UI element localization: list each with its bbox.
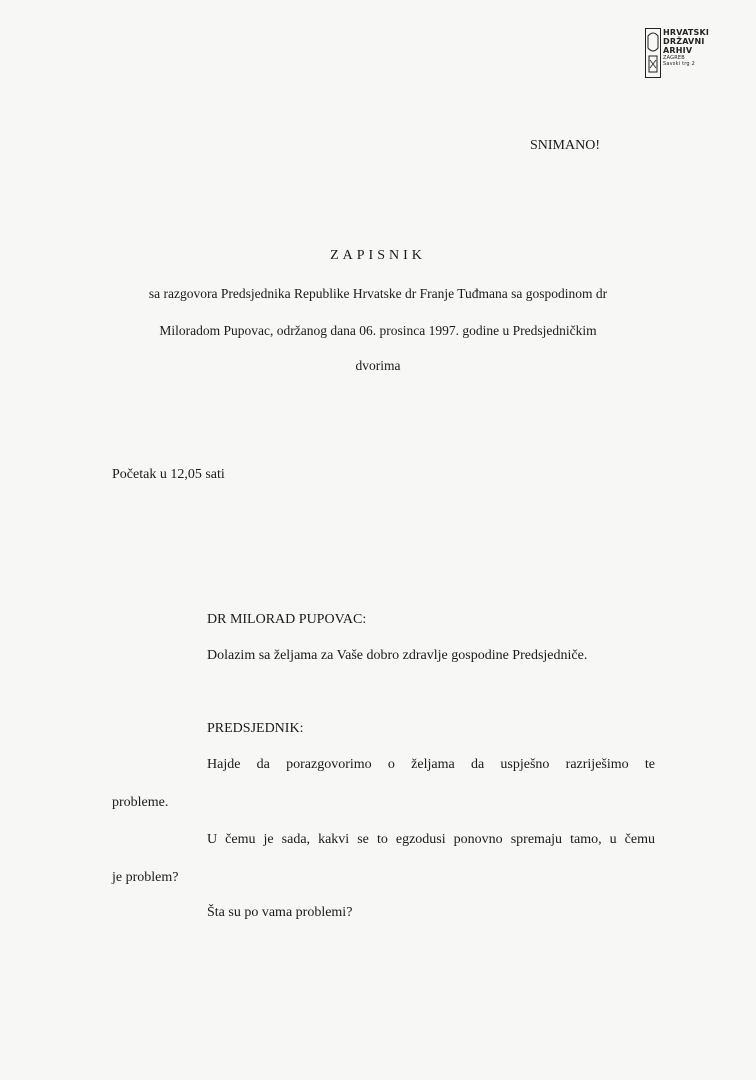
archive-stamp bbox=[645, 28, 710, 82]
subtitle-line-1: sa razgovora Predsjednika Republike Hrvatske dr Franje Tuđmana sa gospodinom dr bbox=[148, 286, 608, 301]
subtitle-line-2: Miloradom Pupovac, održanog dana 06. prosinca 1997. godine u Predsjedničkim bbox=[159, 323, 597, 338]
stamp-line-3: ARHIV bbox=[663, 46, 693, 55]
speech-line: Dolazim sa željama za Vaše dobro zdravlje gospodine Predsjedniče. bbox=[207, 648, 588, 663]
subtitle-line-3: dvorima bbox=[355, 358, 401, 373]
speech-line: U čemu je sada, kakvi se to egzodusi ponovno spremaju tamo, u čemu bbox=[207, 832, 655, 847]
document-title: ZAPISNIK bbox=[330, 248, 426, 263]
start-time: Početak u 12,05 sati bbox=[112, 467, 225, 482]
stamp-line-4: ZAGREB bbox=[663, 55, 685, 61]
archive-stamp-text bbox=[663, 28, 709, 67]
stamp-line-2: DRŽAVNI bbox=[663, 37, 705, 46]
speaker-pupovac: DR MILORAD PUPOVAC: bbox=[207, 612, 367, 627]
archive-logo-icon bbox=[645, 28, 661, 78]
speech-line: Šta su po vama problemi? bbox=[207, 905, 353, 920]
stamp-line-1: HRVATSKI bbox=[663, 28, 710, 37]
stamp-line-5: Savski trg 2 bbox=[663, 61, 695, 67]
speech-line: je problem? bbox=[112, 870, 179, 885]
speaker-predsjednik: PREDSJEDNIK: bbox=[207, 721, 304, 736]
snimano-note: SNIMANO! bbox=[530, 138, 600, 153]
speech-line: Hajde da porazgovorimo o željama da uspješno razriješimo te bbox=[207, 757, 655, 772]
speech-line: probleme. bbox=[112, 795, 169, 810]
